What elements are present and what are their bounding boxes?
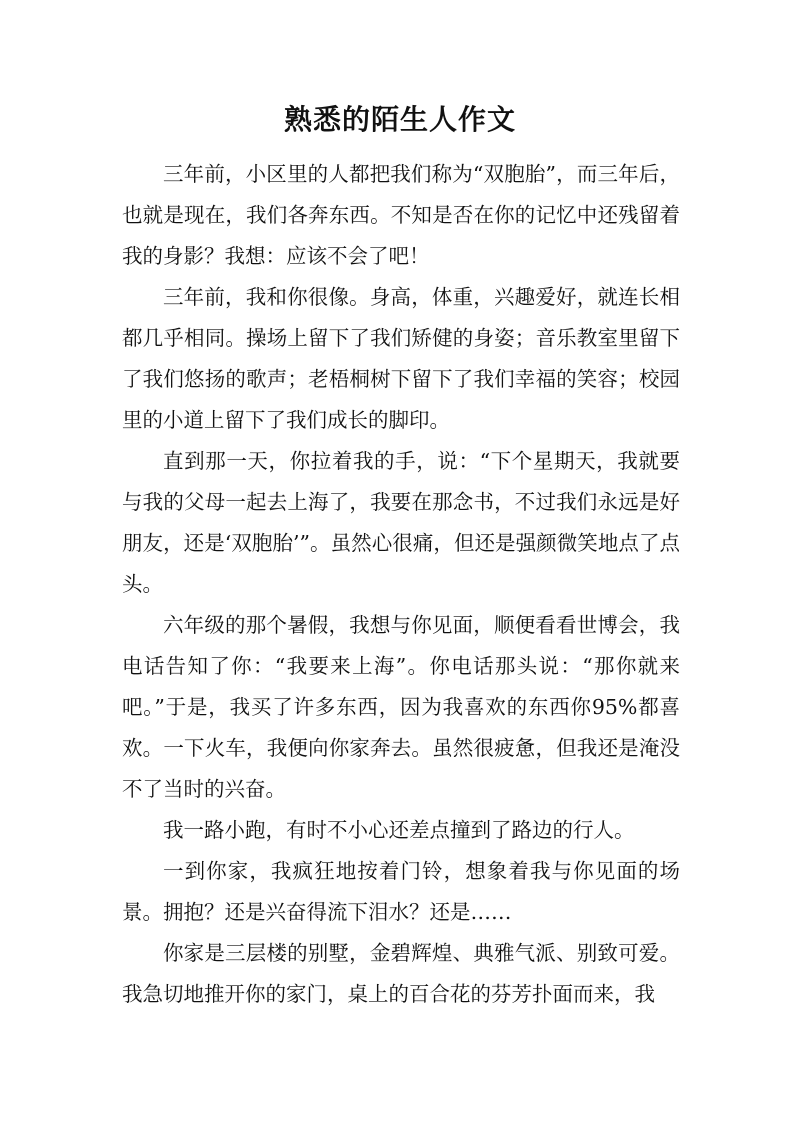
paragraph-1: 三年前，小区里的人都把我们称为“双胞胎”，而三年后，也就是现在，我们各奔东西。不知是否在你的记忆中还残留着我的身影？我想：应该不会了吧！ bbox=[122, 162, 680, 268]
paragraph-5: 我一路小跑，有时不小心还差点撞到了路边的行人。 bbox=[163, 818, 635, 842]
paragraph-3: 直到那一天，你拉着我的手，说：“下个星期天，我就要与我的父母一起去上海了，我要在那念书，不过我们永远是好朋友，还是‘双胞胎’”。虽然心很痛，但还是强颜微笑地点了点头。 bbox=[122, 449, 680, 596]
paragraph-4: 六年级的那个暑假，我想与你见面，顺便看看世博会，我电话告知了你：“我要来上海”。你电话那头说：“那你就来吧。”于是，我买了许多东西，因为我喜欢的东西你95%都喜欢。一下火车，我便向你家奔去。虽然很疲惫，但我还是淹没不了当时的兴奋。 bbox=[122, 613, 680, 801]
page-title: 熟悉的陌生人作文 bbox=[283, 103, 516, 136]
paragraph-2: 三年前，我和你很像。身高，体重，兴趣爱好，就连长相都几乎相同。操场上留下了我们矫健的身姿；音乐教室里留下了我们悠扬的歌声；老梧桐树下留下了我们幸福的笑容；校园里的小道上留下了我们成长的脚印。 bbox=[122, 285, 680, 432]
essay-body bbox=[122, 154, 680, 1015]
paragraph-7: 你家是三层楼的别墅，金碧辉煌、典雅气派、别致可爱。我急切地推开你的家门，桌上的百合花的芬芳扑面而来，我 bbox=[122, 941, 680, 1006]
paragraph-6: 一到你家，我疯狂地按着门铃，想象着我与你见面的场景。拥抱？还是兴奋得流下泪水？还是…… bbox=[122, 859, 680, 924]
